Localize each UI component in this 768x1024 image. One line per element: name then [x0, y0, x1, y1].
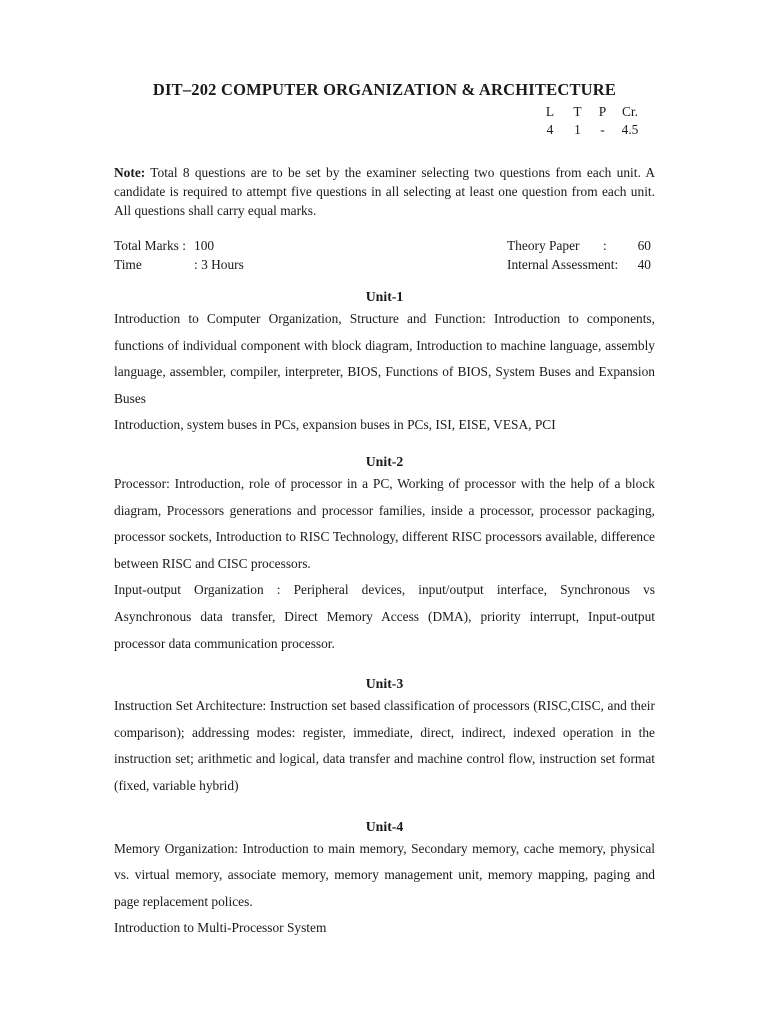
total-marks-value: 100: [194, 238, 215, 253]
time-value: : 3 Hours: [194, 257, 244, 272]
marks-left: [114, 236, 244, 274]
exam-note: [114, 163, 655, 220]
credit-header-t: T: [573, 104, 582, 119]
credit-value-cr: 4.5: [621, 122, 639, 137]
credit-value-p: -: [600, 122, 605, 137]
marks-right: [507, 236, 651, 274]
unit-heading: Unit-3: [365, 676, 404, 692]
unit-paragraph: Introduction to Computer Organization, Structure and Function: Introduction to components, functions of individual component with block diagram, Introduction to machine language, assembly language, assembler, compiler, interpreter, BIOS, Functions of BIOS, System Buses and Expansion Buses: [114, 311, 655, 406]
syllabus-page: [114, 80, 655, 942]
marks-block: [114, 236, 655, 274]
unit-2-section: [114, 454, 655, 657]
unit-paragraph: Introduction, system buses in PCs, expansion buses in PCs, ISI, EISE, VESA, PCI: [114, 417, 556, 433]
unit-heading: Unit-4: [365, 818, 404, 834]
credit-header-cr: Cr.: [622, 104, 638, 119]
credit-value-l: 4: [546, 122, 554, 137]
unit-heading: Unit-2: [365, 453, 404, 469]
internal-assessment-label: Internal Assessment:: [507, 257, 619, 272]
unit-heading: Unit-1: [365, 289, 404, 304]
note-label: Note:: [114, 165, 146, 180]
unit-paragraph: Processor: Introduction, role of processor in a PC, Working of processor with the help of a block diagram, Processors generations and processor families, inside a processor, processor packaging, processor sockets, Introduction to RISC Technology, different RISC processors available, difference between RISC and CISC processors.: [114, 475, 655, 571]
credit-values: [535, 121, 655, 139]
credit-header-l: L: [545, 104, 555, 119]
internal-assessment-value: 40: [637, 257, 651, 272]
unit-3-section: [114, 676, 655, 799]
time-label: Time: [114, 257, 142, 272]
note-text: Total 8 questions are to be set by the examiner selecting two questions from each unit. A candidate is required to attempt five questions in all selecting at least one question from each unit. All questions shall carry equal marks.: [114, 165, 655, 218]
unit-paragraph: Instruction Set Architecture: Instruction set based classification of processors (RISC,CISC, and their comparison); addressing modes: register, immediate, direct, indirect, indexed operation in the instruction set; arithmetic and logical, data transfer and machine control flow, instruction set format (fixed, variable hybrid): [114, 698, 655, 793]
unit-4-section: [114, 819, 655, 942]
theory-paper-label: Theory Paper :: [507, 238, 607, 253]
credit-table: [114, 103, 655, 139]
credit-value-t: 1: [574, 122, 581, 137]
unit-paragraph: Memory Organization: Introduction to main memory, Secondary memory, cache memory, physical vs. virtual memory, associate memory, memory management unit, memory mapping, paging and page replacement polices.: [114, 840, 655, 909]
unit-paragraph: Introduction to Multi-Processor System: [114, 920, 327, 936]
unit-1-section: [114, 289, 655, 439]
total-marks-label: Total Marks :: [114, 238, 186, 253]
credit-headers: [535, 103, 655, 121]
credit-header-p: P: [598, 104, 607, 119]
course-title: DIT–202 COMPUTER ORGANIZATION & ARCHITECTURE: [152, 80, 617, 99]
unit-paragraph: Input-output Organization : Peripheral devices, input/output interface, Synchronous vs Asynchronous data transfer, Direct Memory Access (DMA), priority interrupt, Input-output processor data communication processor.: [114, 582, 655, 651]
theory-paper-value: 60: [637, 238, 651, 253]
